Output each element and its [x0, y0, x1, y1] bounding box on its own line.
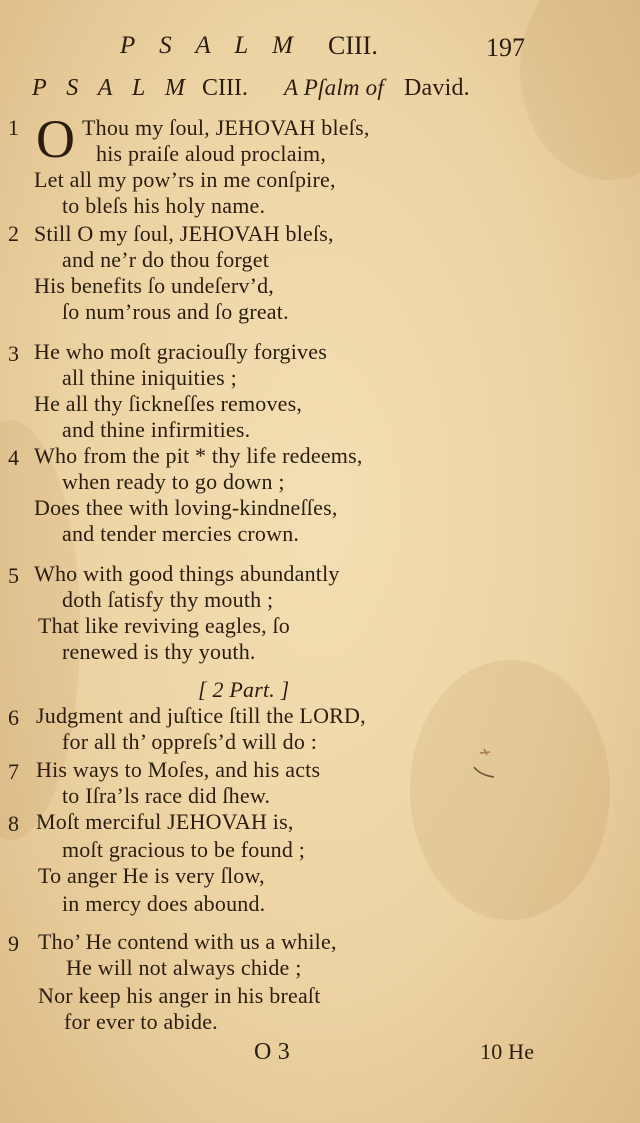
verse-number: 7 — [8, 759, 19, 784]
verse-line: ſo num’rous and ſo great. — [62, 299, 289, 324]
verse-line: all thine iniquities ; — [62, 365, 237, 390]
verse-line: for ever to abide. — [64, 1009, 218, 1034]
part-heading: [ 2 Part. ] — [198, 677, 290, 702]
verse-number: 2 — [8, 221, 19, 246]
psalm-heading-subtitle: A Pſalm of — [284, 75, 384, 100]
psalm-heading-title: P S A L M — [32, 75, 192, 101]
verse-number: 4 — [8, 445, 19, 470]
psalm-heading-numeral: CIII. — [202, 75, 248, 101]
ink-mark-icon — [470, 745, 500, 785]
verse-line: Still O my ſoul, JEHOVAH bleſs, — [34, 221, 334, 246]
verse-line: Does thee with loving-kindneſſes, — [34, 495, 338, 520]
running-header-numeral: CIII. — [328, 31, 378, 60]
verse-line: Let all my pow’rs in me conſpire, — [34, 167, 336, 192]
verse-number: 6 — [8, 705, 19, 730]
catchword: 10 He — [480, 1039, 535, 1064]
verse-line: in mercy does abound. — [62, 891, 266, 916]
verse-line: when ready to go down ; — [62, 469, 285, 494]
verse-number: 8 — [8, 811, 19, 836]
verse-line: He all thy ſickneſſes removes, — [34, 391, 303, 416]
verse-line: to bleſs his holy name. — [62, 193, 266, 218]
psalm-heading-author: David. — [404, 75, 470, 101]
verse-line: Tho’ He contend with us a while, — [38, 929, 337, 954]
verse-line: and ne’r do thou forget — [62, 247, 270, 272]
verse-line: Moſt merciful JEHOVAH is, — [36, 809, 294, 834]
verse-number: 1 — [8, 115, 19, 140]
verse-line: to Iſra’ls race did ſhew. — [62, 783, 271, 808]
verse-line: doth ſatisfy thy mouth ; — [62, 587, 274, 612]
verse-line: He will not always chide ; — [66, 955, 302, 980]
verse-line: He who moſt graciouſly forgives — [34, 339, 327, 364]
signature-mark: O 3 — [254, 1039, 290, 1065]
verse-line: his praiſe aloud proclaim, — [96, 141, 327, 166]
verse-line: moſt gracious to be found ; — [62, 837, 306, 862]
verse-number: 9 — [8, 931, 19, 956]
verse-number: 5 — [8, 563, 19, 588]
verse-line: and tender mercies crown. — [62, 521, 300, 546]
verse-line: His ways to Moſes, and his acts — [36, 757, 321, 782]
verse-line: His benefits ſo undeſerv’d, — [34, 273, 275, 298]
drop-cap: O — [36, 109, 75, 169]
verse-line: Who from the pit * thy life redeems, — [34, 443, 363, 468]
verse-line: renewed is thy youth. — [62, 639, 256, 664]
verse-line: Thou my ſoul, JEHOVAH bleſs, — [82, 115, 370, 140]
verse-line: To anger He is very ſlow, — [38, 863, 265, 888]
paper-stain — [410, 660, 610, 920]
verse-number: 3 — [8, 341, 19, 366]
running-header-title: P S A L M — [120, 32, 302, 59]
verse-line: for all th’ oppreſs’d will do : — [62, 729, 318, 754]
verse-line: That like reviving eagles, ſo — [38, 613, 291, 638]
verse-line: Who with good things abundantly — [34, 561, 340, 586]
verse-line: Judgment and juſtice ſtill the LORD, — [36, 703, 366, 728]
page-number: 197 — [486, 33, 525, 62]
verse-line: and thine infirmities. — [62, 417, 251, 442]
paper-stain — [520, 0, 640, 180]
verse-line: Nor keep his anger in his breaſt — [38, 983, 321, 1008]
